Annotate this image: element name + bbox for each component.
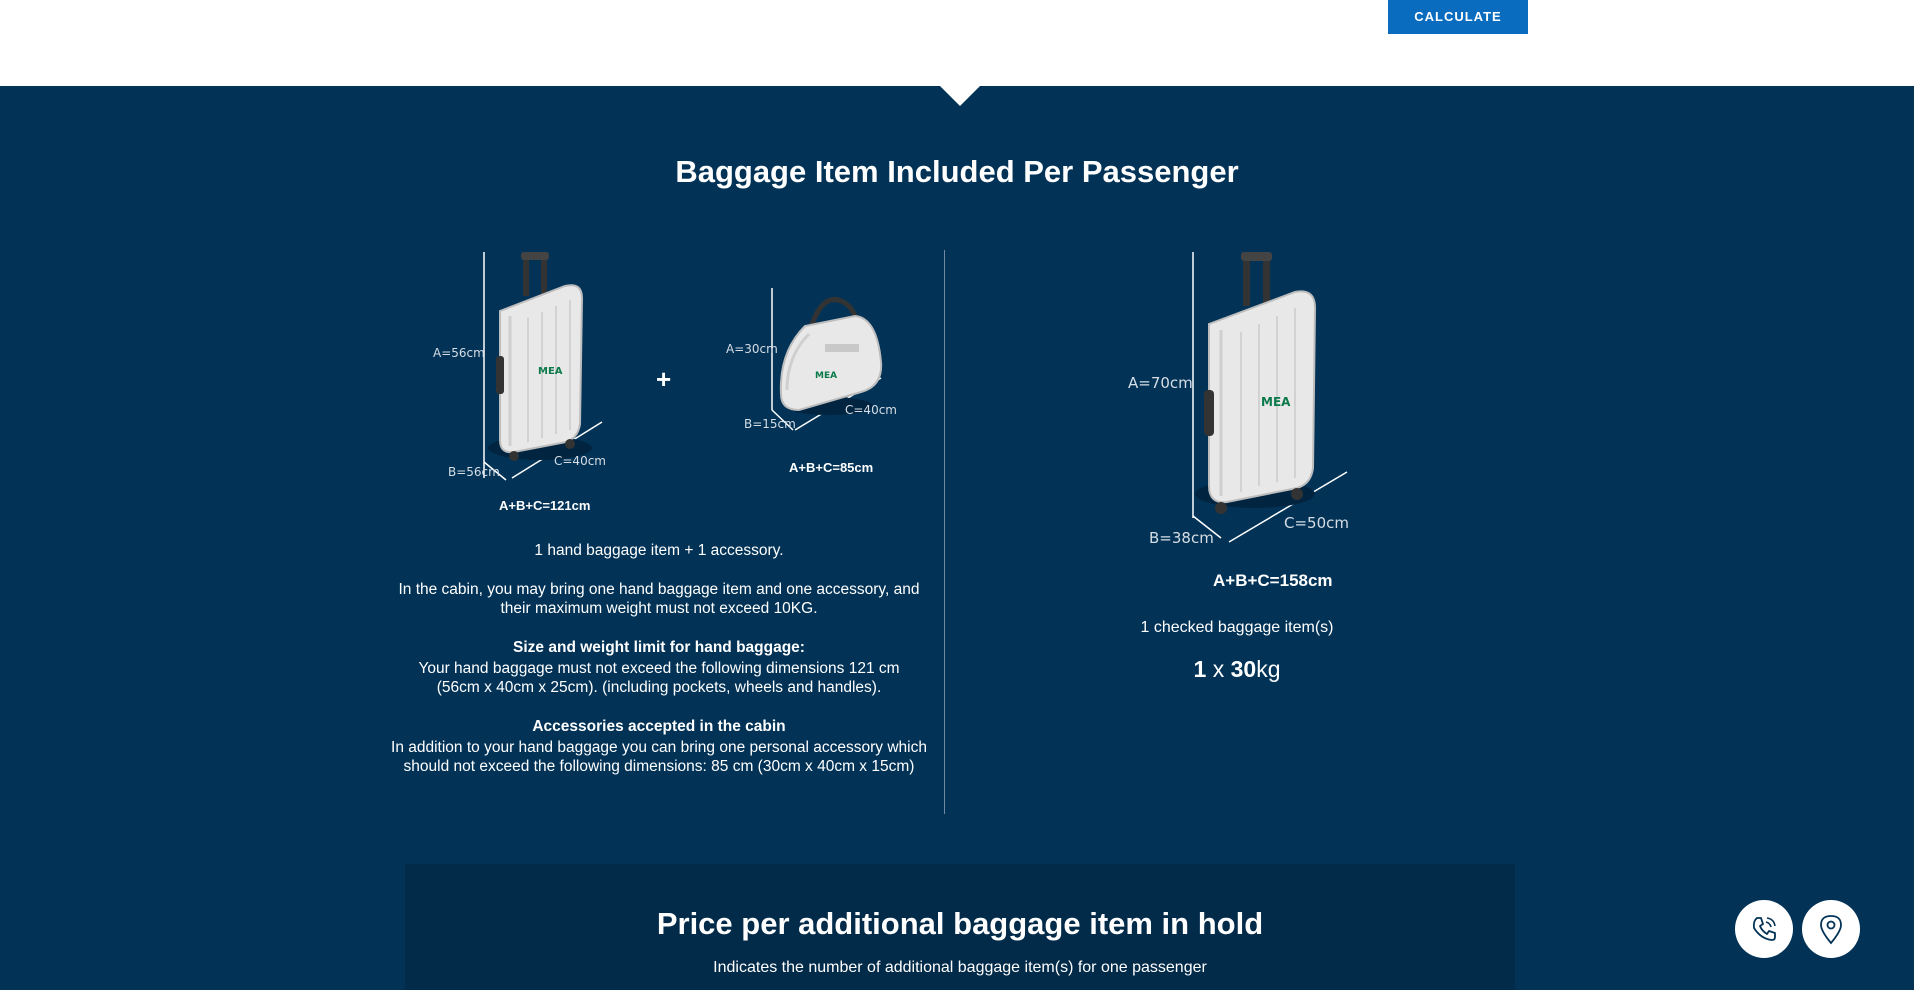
svg-text:MEA: MEA: [1261, 395, 1291, 409]
hand-suitcase-illustration: [470, 246, 610, 486]
checked-suitcase-illustration: [1185, 246, 1355, 546]
limit-heading: [390, 638, 928, 657]
phone-button[interactable]: [1735, 900, 1793, 958]
section-title: Baggage Item Included Per Passenger: [675, 154, 1239, 189]
hand-suitcase-dim-c: C=40cm: [554, 454, 606, 468]
checked-baggage-label: 1 checked baggage item(s): [1140, 619, 1334, 636]
checked-count: 1: [1193, 656, 1207, 682]
accessory-text: In addition to your hand baggage you can bring one personal accessory which should not exceed the following dimensions: 85 cm (30cm x 40cm x 15cm): [391, 739, 927, 775]
hand-suitcase-sum: A+B+C=121cm: [499, 498, 591, 513]
cabin-text: In the cabin, you may bring one hand baggage item and one accessory, and their maximum weight must not exceed 10KG.: [398, 581, 920, 617]
limit-heading-text: Size and weight limit for hand baggage:: [513, 639, 805, 656]
calculate-button[interactable]: CALCULATE: [1388, 0, 1528, 34]
column-divider: [944, 250, 945, 814]
checked-dim-b: B=38cm: [1149, 529, 1214, 547]
bag-sum: A+B+C=85cm: [789, 460, 874, 475]
top-bar: [0, 0, 1914, 86]
checked-dim-a: A=70cm: [1128, 374, 1193, 392]
checked-weight-unit: kg: [1256, 656, 1281, 682]
hand-summary: 1 hand baggage item + 1 accessory.: [534, 542, 784, 559]
limit-text: Your hand baggage must not exceed the following dimensions 121 cm (56cm x 40cm x 25cm). (including pockets, wheels and handles).: [418, 660, 900, 696]
price-subtitle: Indicates the number of additional baggage item(s) for one passenger: [713, 959, 1207, 976]
price-section: [405, 864, 1515, 990]
hand-suitcase-dim-b: B=56cm: [448, 465, 500, 479]
price-title: Price per additional baggage item in hold: [656, 906, 1264, 941]
plus-sign: +: [656, 364, 672, 394]
bag-dim-c: C=40cm: [845, 403, 897, 417]
svg-text:MEA: MEA: [815, 371, 838, 381]
section-notch: [940, 86, 980, 106]
phone-icon: [1748, 913, 1780, 945]
location-pin-icon: [1817, 913, 1845, 945]
bag-dim-a: A=30cm: [726, 342, 778, 356]
checked-weight-value: 30: [1230, 656, 1257, 682]
svg-text:MEA: MEA: [538, 366, 563, 377]
hand-suitcase-dim-a: A=56cm: [433, 346, 485, 360]
accessory-heading-text: Accessories accepted in the cabin: [532, 718, 786, 735]
accessory-heading: [390, 717, 928, 736]
location-button[interactable]: [1802, 900, 1860, 958]
checked-sum: A+B+C=158cm: [1213, 571, 1333, 590]
checked-weight: [1100, 656, 1374, 683]
checked-dim-c: C=50cm: [1284, 514, 1349, 532]
checked-times: x: [1212, 656, 1225, 682]
bag-dim-b: B=15cm: [744, 417, 796, 431]
